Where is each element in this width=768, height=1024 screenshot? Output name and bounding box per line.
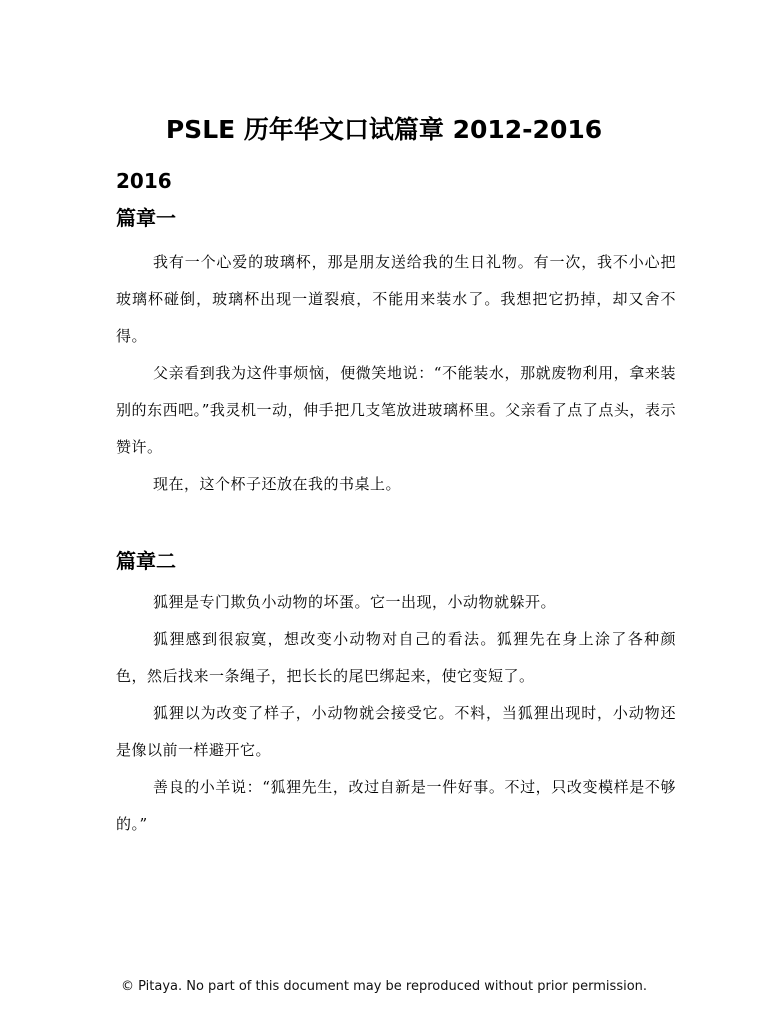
document-title: PSLE 历年华文口试篇章 2012-2016 [165,115,603,144]
paragraph: 我有一个心爱的玻璃杯，那是朋友送给我的生日礼物。有一次，我不小心把玻璃杯碰倒，玻璃杯出现一道裂痕，不能用来装水了。我想把它扔掉，却又舍不得。 [116,253,676,345]
paragraph: 父亲看到我为这件事烦恼，便微笑地说：“不能装水，那就废物利用，拿来装别的东西吧。”我灵机一动，伸手把几支笔放进玻璃杯里。父亲看了点了点头，表示赞许。 [116,364,676,456]
paragraph: 狐狸感到很寂寞，想改变小动物对自己的看法。狐狸先在身上涂了各种颜色，然后找来一条绳子，把长长的尾巴绑起来，使它变短了。 [116,630,676,685]
section-body-2 [116,584,676,843]
paragraph: 狐狸以为改变了样子，小动物就会接受它。不料，当狐狸出现时，小动物还是像以前一样避开它。 [116,704,676,759]
paragraph: 现在，这个杯子还放在我的书桌上。 [153,475,402,493]
section-body-1 [116,244,676,503]
section-heading-1: 篇章一 [116,206,176,230]
paragraph: 狐狸是专门欺负小动物的坏蛋。它一出现，小动物就躲开。 [153,593,557,611]
section-heading-2: 篇章二 [116,549,176,573]
paragraph: 善良的小羊说：“狐狸先生，改过自新是一件好事。不过，只改变模样是不够的。” [116,778,676,833]
year-heading: 2016 [116,169,172,193]
copyright-footer: © Pitaya. No part of this document may be reproduced without prior permission. [120,979,648,994]
